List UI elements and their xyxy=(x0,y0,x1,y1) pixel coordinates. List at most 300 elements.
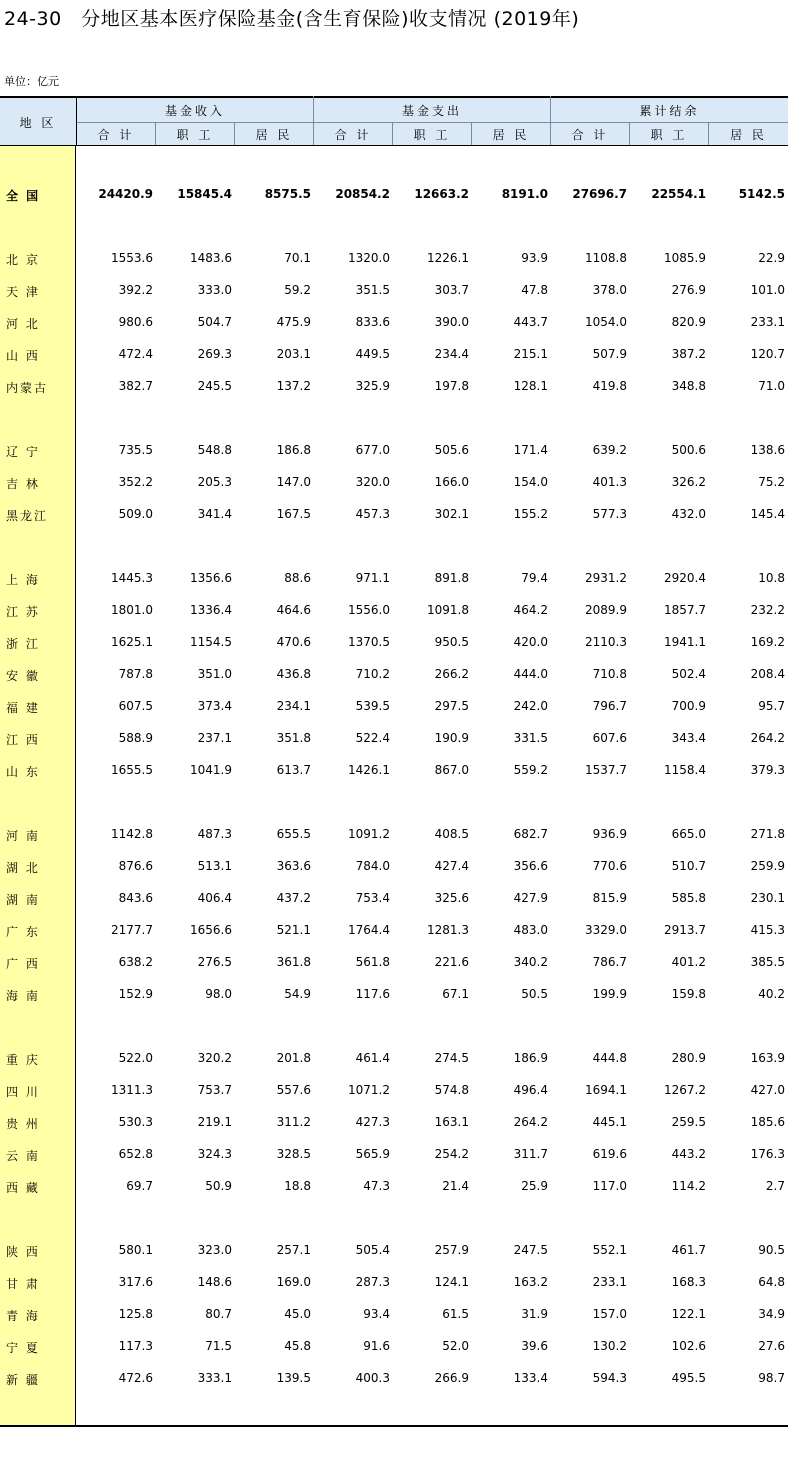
value-cell: 280.9 xyxy=(671,1051,706,1065)
value-cell: 215.1 xyxy=(513,347,548,361)
value-cell: 443.2 xyxy=(671,1147,706,1161)
value-cell: 328.5 xyxy=(276,1147,311,1161)
region-name: 辽 宁 xyxy=(6,445,40,459)
value-cell: 234.1 xyxy=(276,699,311,713)
value-cell: 242.0 xyxy=(513,699,548,713)
value-cell: 753.7 xyxy=(197,1083,232,1097)
value-cell: 382.7 xyxy=(118,379,153,393)
value-cell: 980.6 xyxy=(118,315,153,329)
value-cell: 234.4 xyxy=(434,347,469,361)
value-cell: 876.6 xyxy=(118,859,153,873)
value-cell: 233.1 xyxy=(750,315,785,329)
value-cell: 1483.6 xyxy=(190,251,232,265)
value-cell: 219.1 xyxy=(197,1115,232,1129)
value-cell: 443.7 xyxy=(513,315,548,329)
region-name: 海 南 xyxy=(6,989,40,1003)
value-cell: 201.8 xyxy=(276,1051,311,1065)
value-cell: 652.8 xyxy=(118,1147,153,1161)
value-cell: 580.1 xyxy=(118,1243,153,1257)
region-header: 地 区 xyxy=(0,98,76,146)
value-cell: 613.7 xyxy=(276,763,311,777)
value-cell: 176.3 xyxy=(750,1147,785,1161)
value-cell: 171.4 xyxy=(513,443,548,457)
value-cell: 320.2 xyxy=(197,1051,232,1065)
value-cell: 61.5 xyxy=(442,1307,469,1321)
value-cell: 427.3 xyxy=(355,1115,390,1129)
header-divider xyxy=(234,122,235,146)
value-cell: 655.5 xyxy=(276,827,311,841)
value-cell: 387.2 xyxy=(671,347,706,361)
value-cell: 93.4 xyxy=(363,1307,390,1321)
value-cell: 639.2 xyxy=(592,443,627,457)
page-title: 24-30 分地区基本医疗保险基金(含生育保险)收支情况 (2019年) xyxy=(4,8,580,30)
value-cell: 559.2 xyxy=(513,763,548,777)
value-cell: 52.0 xyxy=(442,1339,469,1353)
value-cell: 784.0 xyxy=(355,859,390,873)
region-name: 安 徽 xyxy=(6,669,40,683)
value-cell: 521.1 xyxy=(276,923,311,937)
value-cell: 40.2 xyxy=(758,987,785,1001)
value-cell: 185.6 xyxy=(750,1115,785,1129)
value-cell: 95.7 xyxy=(758,699,785,713)
value-cell: 221.6 xyxy=(434,955,469,969)
region-name: 江 西 xyxy=(6,733,40,747)
value-cell: 45.0 xyxy=(284,1307,311,1321)
value-cell: 1158.4 xyxy=(664,763,706,777)
value-cell: 472.6 xyxy=(118,1371,153,1385)
value-cell: 186.8 xyxy=(276,443,311,457)
value-cell: 352.2 xyxy=(118,475,153,489)
value-cell: 1655.5 xyxy=(111,763,153,777)
table-row xyxy=(0,345,788,365)
value-cell: 373.4 xyxy=(197,699,232,713)
value-cell: 341.4 xyxy=(197,507,232,521)
value-cell: 1537.7 xyxy=(585,763,627,777)
table-row xyxy=(0,889,788,909)
region-name: 青 海 xyxy=(6,1309,40,1323)
value-cell: 1370.5 xyxy=(348,635,390,649)
value-cell: 561.8 xyxy=(355,955,390,969)
income-resident-header: 居 民 xyxy=(235,123,313,146)
value-cell: 1041.9 xyxy=(190,763,232,777)
value-cell: 90.5 xyxy=(758,1243,785,1257)
value-cell: 891.8 xyxy=(434,571,469,585)
value-cell: 70.1 xyxy=(284,251,311,265)
region-name: 河 北 xyxy=(6,317,40,331)
value-cell: 522.0 xyxy=(118,1051,153,1065)
value-cell: 233.1 xyxy=(592,1275,627,1289)
value-cell: 505.4 xyxy=(355,1243,390,1257)
value-cell: 406.4 xyxy=(197,891,232,905)
value-cell: 24420.9 xyxy=(98,187,153,201)
value-cell: 1556.0 xyxy=(348,603,390,617)
value-cell: 500.6 xyxy=(671,443,706,457)
value-cell: 2920.4 xyxy=(664,571,706,585)
value-cell: 539.5 xyxy=(355,699,390,713)
value-cell: 138.6 xyxy=(750,443,785,457)
value-cell: 356.6 xyxy=(513,859,548,873)
table-row xyxy=(0,921,788,941)
table-row xyxy=(0,697,788,717)
value-cell: 324.3 xyxy=(197,1147,232,1161)
value-cell: 18.8 xyxy=(284,1179,311,1193)
value-cell: 710.8 xyxy=(592,667,627,681)
value-cell: 400.3 xyxy=(355,1371,390,1385)
value-cell: 408.5 xyxy=(434,827,469,841)
header-divider xyxy=(708,122,709,146)
region-name: 云 南 xyxy=(6,1149,40,1163)
value-cell: 22.9 xyxy=(758,251,785,265)
value-cell: 79.4 xyxy=(521,571,548,585)
value-cell: 88.6 xyxy=(284,571,311,585)
value-cell: 607.6 xyxy=(592,731,627,745)
value-cell: 1267.2 xyxy=(664,1083,706,1097)
value-cell: 1941.1 xyxy=(664,635,706,649)
region-name: 浙 江 xyxy=(6,637,40,651)
value-cell: 1281.3 xyxy=(427,923,469,937)
value-cell: 247.5 xyxy=(513,1243,548,1257)
value-cell: 445.1 xyxy=(592,1115,627,1129)
region-name: 四 川 xyxy=(6,1085,40,1099)
value-cell: 509.0 xyxy=(118,507,153,521)
value-cell: 1071.2 xyxy=(348,1083,390,1097)
region-column-bg xyxy=(0,146,76,1426)
value-cell: 1801.0 xyxy=(111,603,153,617)
value-cell: 1445.3 xyxy=(111,571,153,585)
table-bottom-rule xyxy=(0,1425,788,1427)
value-cell: 710.2 xyxy=(355,667,390,681)
value-cell: 950.5 xyxy=(434,635,469,649)
value-cell: 557.6 xyxy=(276,1083,311,1097)
value-cell: 232.2 xyxy=(750,603,785,617)
value-cell: 163.1 xyxy=(434,1115,469,1129)
value-cell: 1356.6 xyxy=(190,571,232,585)
table-row xyxy=(0,761,788,781)
value-cell: 69.7 xyxy=(126,1179,153,1193)
value-cell: 117.3 xyxy=(118,1339,153,1353)
value-cell: 574.8 xyxy=(434,1083,469,1097)
value-cell: 98.0 xyxy=(205,987,232,1001)
income-header: 基金收入 xyxy=(77,98,313,122)
value-cell: 565.9 xyxy=(355,1147,390,1161)
balance-header: 累计结余 xyxy=(551,98,788,122)
value-cell: 437.2 xyxy=(276,891,311,905)
value-cell: 163.2 xyxy=(513,1275,548,1289)
table-row xyxy=(0,569,788,589)
value-cell: 419.8 xyxy=(592,379,627,393)
value-cell: 432.0 xyxy=(671,507,706,521)
value-cell: 420.0 xyxy=(513,635,548,649)
header-divider xyxy=(550,96,551,146)
value-cell: 128.1 xyxy=(513,379,548,393)
table-row xyxy=(0,473,788,493)
value-cell: 1311.3 xyxy=(111,1083,153,1097)
value-cell: 457.3 xyxy=(355,507,390,521)
value-cell: 619.6 xyxy=(592,1147,627,1161)
value-cell: 166.0 xyxy=(434,475,469,489)
value-cell: 237.1 xyxy=(197,731,232,745)
value-cell: 157.0 xyxy=(592,1307,627,1321)
header-bottom-rule xyxy=(0,145,788,146)
value-cell: 271.8 xyxy=(750,827,785,841)
region-name: 湖 南 xyxy=(6,893,40,907)
value-cell: 133.4 xyxy=(513,1371,548,1385)
value-cell: 427.9 xyxy=(513,891,548,905)
header-divider xyxy=(76,96,77,146)
region-name: 湖 北 xyxy=(6,861,40,875)
value-cell: 1320.0 xyxy=(348,251,390,265)
total-row xyxy=(0,185,788,205)
value-cell: 401.2 xyxy=(671,955,706,969)
value-cell: 203.1 xyxy=(276,347,311,361)
value-cell: 59.2 xyxy=(284,283,311,297)
value-cell: 444.8 xyxy=(592,1051,627,1065)
value-cell: 2.7 xyxy=(765,1179,785,1193)
value-cell: 867.0 xyxy=(434,763,469,777)
table-row xyxy=(0,825,788,845)
value-cell: 152.9 xyxy=(118,987,153,1001)
header-divider xyxy=(155,122,156,146)
value-cell: 21.4 xyxy=(442,1179,469,1193)
value-cell: 167.5 xyxy=(276,507,311,521)
value-cell: 54.9 xyxy=(284,987,311,1001)
header-divider xyxy=(392,122,393,146)
table-row xyxy=(0,1241,788,1261)
value-cell: 331.5 xyxy=(513,731,548,745)
value-cell: 392.2 xyxy=(118,283,153,297)
value-cell: 787.8 xyxy=(118,667,153,681)
value-cell: 487.3 xyxy=(197,827,232,841)
value-cell: 2089.9 xyxy=(585,603,627,617)
table-row xyxy=(0,1337,788,1357)
table-row xyxy=(0,953,788,973)
value-cell: 71.5 xyxy=(205,1339,232,1353)
value-cell: 39.6 xyxy=(521,1339,548,1353)
value-cell: 67.1 xyxy=(442,987,469,1001)
value-cell: 1085.9 xyxy=(664,251,706,265)
value-cell: 31.9 xyxy=(521,1307,548,1321)
value-cell: 34.9 xyxy=(758,1307,785,1321)
region-name: 甘 肃 xyxy=(6,1277,40,1291)
value-cell: 1091.8 xyxy=(427,603,469,617)
value-cell: 436.8 xyxy=(276,667,311,681)
value-cell: 163.9 xyxy=(750,1051,785,1065)
region-name: 全 国 xyxy=(6,189,41,203)
value-cell: 264.2 xyxy=(513,1115,548,1129)
value-cell: 12663.2 xyxy=(414,187,469,201)
value-cell: 274.5 xyxy=(434,1051,469,1065)
value-cell: 971.1 xyxy=(355,571,390,585)
value-cell: 585.8 xyxy=(671,891,706,905)
value-cell: 197.8 xyxy=(434,379,469,393)
value-cell: 80.7 xyxy=(205,1307,232,1321)
value-cell: 259.5 xyxy=(671,1115,706,1129)
value-cell: 483.0 xyxy=(513,923,548,937)
value-cell: 401.3 xyxy=(592,475,627,489)
value-cell: 594.3 xyxy=(592,1371,627,1385)
value-cell: 139.5 xyxy=(276,1371,311,1385)
value-cell: 513.1 xyxy=(197,859,232,873)
value-cell: 1336.4 xyxy=(190,603,232,617)
value-cell: 385.5 xyxy=(750,955,785,969)
value-cell: 47.8 xyxy=(521,283,548,297)
region-name: 广 东 xyxy=(6,925,40,939)
value-cell: 303.7 xyxy=(434,283,469,297)
region-name: 广 西 xyxy=(6,957,40,971)
value-cell: 8191.0 xyxy=(501,187,548,201)
value-cell: 1694.1 xyxy=(585,1083,627,1097)
value-cell: 325.6 xyxy=(434,891,469,905)
value-cell: 302.1 xyxy=(434,507,469,521)
value-cell: 427.0 xyxy=(750,1083,785,1097)
value-cell: 504.7 xyxy=(197,315,232,329)
table-row xyxy=(0,1369,788,1389)
value-cell: 10.8 xyxy=(758,571,785,585)
value-cell: 351.8 xyxy=(276,731,311,745)
value-cell: 325.9 xyxy=(355,379,390,393)
value-cell: 348.8 xyxy=(671,379,706,393)
value-cell: 1142.8 xyxy=(111,827,153,841)
value-cell: 122.1 xyxy=(671,1307,706,1321)
value-cell: 820.9 xyxy=(671,315,706,329)
value-cell: 1656.6 xyxy=(190,923,232,937)
region-name: 福 建 xyxy=(6,701,40,715)
value-cell: 470.6 xyxy=(276,635,311,649)
value-cell: 796.7 xyxy=(592,699,627,713)
value-cell: 1091.2 xyxy=(348,827,390,841)
value-cell: 786.7 xyxy=(592,955,627,969)
value-cell: 257.9 xyxy=(434,1243,469,1257)
value-cell: 22554.1 xyxy=(651,187,706,201)
table-row xyxy=(0,505,788,525)
value-cell: 1154.5 xyxy=(190,635,232,649)
balance-worker-header: 职 工 xyxy=(630,123,708,146)
value-cell: 415.3 xyxy=(750,923,785,937)
value-cell: 461.7 xyxy=(671,1243,706,1257)
value-cell: 145.4 xyxy=(750,507,785,521)
value-cell: 753.4 xyxy=(355,891,390,905)
region-name: 宁 夏 xyxy=(6,1341,40,1355)
value-cell: 522.4 xyxy=(355,731,390,745)
value-cell: 311.2 xyxy=(276,1115,311,1129)
value-cell: 264.2 xyxy=(750,731,785,745)
value-cell: 27.6 xyxy=(758,1339,785,1353)
value-cell: 665.0 xyxy=(671,827,706,841)
region-name: 吉 林 xyxy=(6,477,40,491)
value-cell: 276.9 xyxy=(671,283,706,297)
table-row xyxy=(0,985,788,1005)
value-cell: 148.6 xyxy=(197,1275,232,1289)
value-cell: 125.8 xyxy=(118,1307,153,1321)
value-cell: 254.2 xyxy=(434,1147,469,1161)
region-name: 贵 州 xyxy=(6,1117,40,1131)
table-row xyxy=(0,441,788,461)
value-cell: 343.4 xyxy=(671,731,706,745)
region-name: 陕 西 xyxy=(6,1245,40,1259)
table-row xyxy=(0,1113,788,1133)
value-cell: 333.1 xyxy=(197,1371,232,1385)
value-cell: 472.4 xyxy=(118,347,153,361)
value-cell: 5142.5 xyxy=(738,187,785,201)
value-cell: 91.6 xyxy=(363,1339,390,1353)
value-cell: 496.4 xyxy=(513,1083,548,1097)
value-cell: 1108.8 xyxy=(585,251,627,265)
value-cell: 351.5 xyxy=(355,283,390,297)
table-row xyxy=(0,1081,788,1101)
value-cell: 120.7 xyxy=(750,347,785,361)
value-cell: 2913.7 xyxy=(664,923,706,937)
region-name: 天 津 xyxy=(6,285,40,299)
table-row xyxy=(0,1145,788,1165)
region-name: 上 海 xyxy=(6,573,40,587)
region-name: 山 西 xyxy=(6,349,40,363)
table-row xyxy=(0,377,788,397)
value-cell: 510.7 xyxy=(671,859,706,873)
value-cell: 815.9 xyxy=(592,891,627,905)
value-cell: 505.6 xyxy=(434,443,469,457)
income-worker-header: 职 工 xyxy=(156,123,234,146)
value-cell: 351.0 xyxy=(197,667,232,681)
expense-header: 基金支出 xyxy=(314,98,550,122)
region-name: 新 疆 xyxy=(6,1373,40,1387)
table-row xyxy=(0,249,788,269)
table-row xyxy=(0,281,788,301)
expense-total-header: 合 计 xyxy=(314,123,392,146)
value-cell: 114.2 xyxy=(671,1179,706,1193)
table-row xyxy=(0,729,788,749)
value-cell: 205.3 xyxy=(197,475,232,489)
header-divider xyxy=(629,122,630,146)
value-cell: 190.9 xyxy=(434,731,469,745)
value-cell: 269.3 xyxy=(197,347,232,361)
value-cell: 15845.4 xyxy=(177,187,232,201)
value-cell: 700.9 xyxy=(671,699,706,713)
value-cell: 2110.3 xyxy=(585,635,627,649)
value-cell: 1553.6 xyxy=(111,251,153,265)
table-row xyxy=(0,601,788,621)
value-cell: 168.3 xyxy=(671,1275,706,1289)
balance-total-header: 合 计 xyxy=(551,123,629,146)
value-cell: 427.4 xyxy=(434,859,469,873)
value-cell: 25.9 xyxy=(521,1179,548,1193)
table-row xyxy=(0,857,788,877)
value-cell: 50.9 xyxy=(205,1179,232,1193)
value-cell: 8575.5 xyxy=(264,187,311,201)
value-cell: 155.2 xyxy=(513,507,548,521)
balance-resident-header: 居 民 xyxy=(709,123,788,146)
table-row xyxy=(0,633,788,653)
value-cell: 1226.1 xyxy=(427,251,469,265)
value-cell: 257.1 xyxy=(276,1243,311,1257)
value-cell: 361.8 xyxy=(276,955,311,969)
value-cell: 50.5 xyxy=(521,987,548,1001)
header-mid-rule xyxy=(77,122,788,123)
value-cell: 833.6 xyxy=(355,315,390,329)
value-cell: 638.2 xyxy=(118,955,153,969)
value-cell: 101.0 xyxy=(750,283,785,297)
value-cell: 47.3 xyxy=(363,1179,390,1193)
value-cell: 475.9 xyxy=(276,315,311,329)
value-cell: 130.2 xyxy=(592,1339,627,1353)
value-cell: 363.6 xyxy=(276,859,311,873)
value-cell: 230.1 xyxy=(750,891,785,905)
value-cell: 317.6 xyxy=(118,1275,153,1289)
region-name: 山 东 xyxy=(6,765,40,779)
value-cell: 3329.0 xyxy=(585,923,627,937)
value-cell: 71.0 xyxy=(758,379,785,393)
income-total-header: 合 计 xyxy=(77,123,155,146)
value-cell: 287.3 xyxy=(355,1275,390,1289)
